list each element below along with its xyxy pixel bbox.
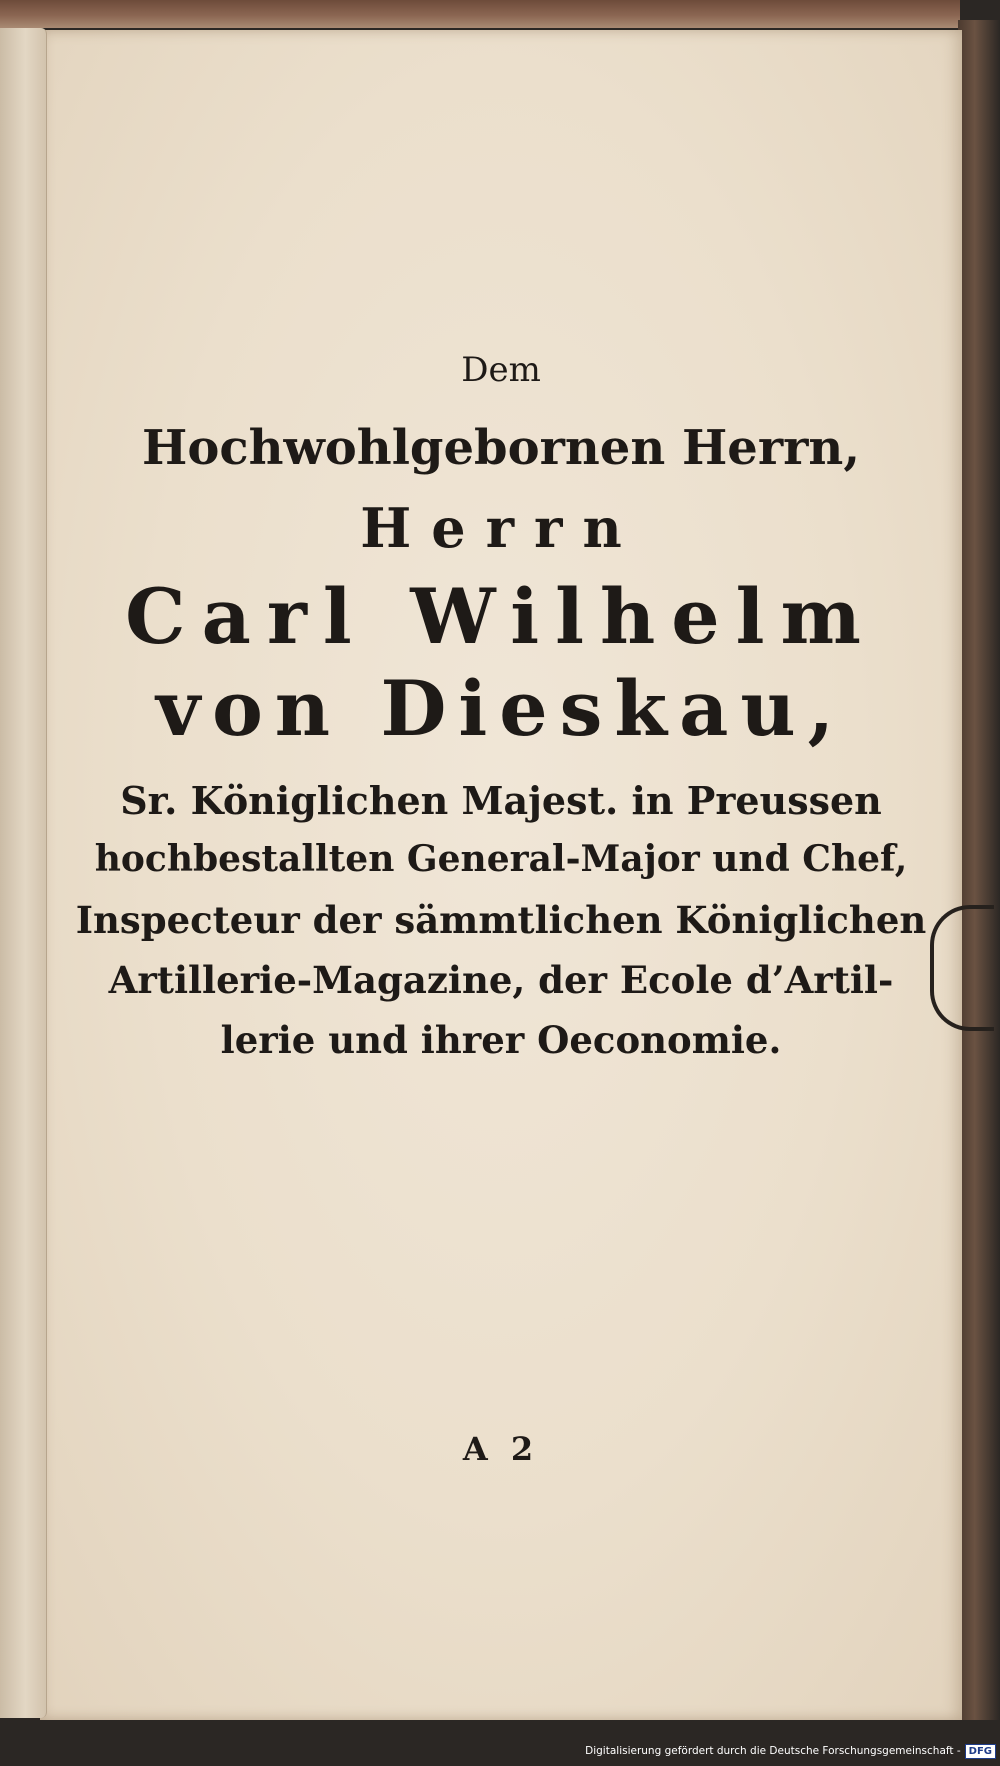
book-top-edge [0, 0, 960, 28]
dedication-line-2: Hochwohlgebornen Herrn, [141, 420, 861, 476]
digitization-footer [585, 1740, 996, 1762]
dfg-logo: DFG [965, 1744, 996, 1759]
dedication-line-3: Herrn [360, 496, 642, 560]
dedication-line-1: Dem [461, 350, 541, 390]
dedication-line-9: Artillerie-Magazine, der Ecole d’Artil- [108, 958, 894, 1002]
dedication-surname: von Dieskau, [155, 664, 847, 753]
dedication-line-6: Sr. Königlichen Majest. in Preussen [120, 778, 882, 823]
book-right-edge [958, 20, 1000, 1720]
footer-text: Digitalisierung gefördert durch die Deutsche Forschungsgemeinschaft - [585, 1745, 961, 1757]
signature-mark: A 2 [462, 1430, 540, 1468]
dedication-name: Carl Wilhelm [125, 572, 877, 661]
dedication-line-7: hochbestallten General-Major und Chef, [94, 838, 908, 880]
dedication-line-8: Inspecteur der sämmtlichen Königlichen [75, 898, 927, 942]
dedication-line-10: lerie und ihrer Oeconomie. [220, 1018, 782, 1062]
